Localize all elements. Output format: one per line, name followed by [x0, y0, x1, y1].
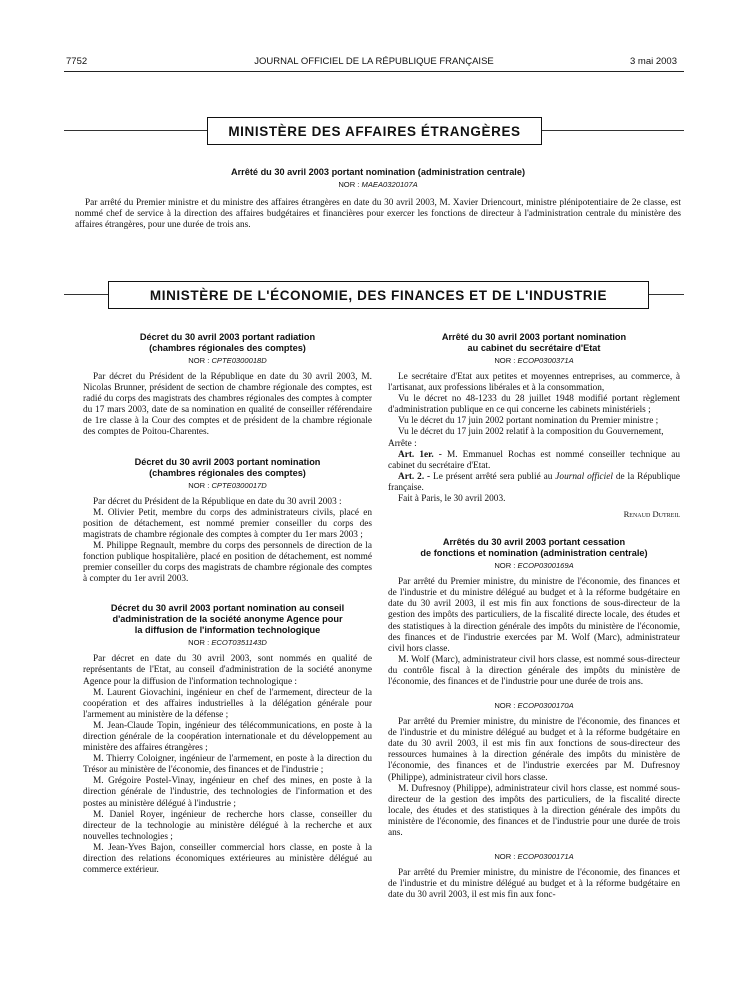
article-title: Décret du 30 avril 2003 portant radiation [139, 332, 316, 342]
article-title: Arrêté du 30 avril 2003 portant nomination (administration centrale) [230, 167, 526, 177]
article-cessation-nomination [388, 537, 680, 901]
paragraph: Par décret du Président de la République en date du 30 avril 2003 : [93, 496, 342, 507]
foreign-affairs-article [75, 167, 681, 231]
paragraph: M. Dufresnoy (Philippe), administrateur civil hors classe, est nommé sous-directeur de la gestion des impôts des particuliers, de la fiscalité directe locale, des études et des statistiques à la direction générale des impôts du ministère de l'économie, des finances et de l'industrie pour une durée de trois ans. [388, 783, 680, 838]
article-title: Décret du 30 avril 2003 portant nomination au conseil [110, 603, 345, 614]
paragraph: Par arrêté du Premier ministre, du ministre de l'économie, des finances et de l'industrie et du ministre délégué au budget et à la réforme budgétaire en date du 30 avril 2003, il est mis fin aux fonctions de sous-directeur des ressources humaines à la direction générale des impôts du ministère de l'économie, des finances et de l'industrie exercées par M. Dufresnoy (Philippe), administrateur civil hors classe. [388, 717, 680, 783]
ministry-heading-economy: MINISTÈRE DE L'ÉCONOMIE, DES FINANCES ET DE L'INDUSTRIE [108, 281, 649, 309]
article-title: au cabinet du secrétaire d'Etat [467, 343, 601, 353]
nor-reference: NOR : ECOP0300169A [494, 561, 574, 571]
nor-reference: NOR : MAEA0320107A [338, 180, 418, 189]
article-1: Art. 1er. - M. Emmanuel Rochas est nommé conseiller technique au cabinet du secrétaire d'Etat. [388, 449, 680, 471]
nor-reference: NOR : ECOP0300371A [494, 356, 574, 365]
issue-date: 3 mai 2003 [629, 56, 677, 67]
nor-reference: NOR : ECOP0300170A [494, 701, 574, 711]
journal-title: JOURNAL OFFICIEL DE LA RÉPUBLIQUE FRANÇAISE [254, 56, 494, 67]
paragraph: M. Jean-Claude Topin, ingénieur des télécommunications, en poste à la direction générale de la coopération internationale et du développement au ministère des affaires étrangères ; [83, 720, 372, 754]
paragraph: Vu le décret no 48-1233 du 28 juillet 1948 modifié portant règlement d'administration publique en ce qui concerne les cabinets ministériels ; [388, 394, 680, 416]
paragraph: Vu le décret du 17 juin 2002 relatif à la composition du Gouvernement, [398, 427, 664, 438]
article-title: (chambres régionales des comptes) [149, 343, 306, 353]
nor-reference: NOR : CPTE0300018D [188, 356, 267, 365]
paragraph: Par décret en date du 30 avril 2003, sont nommés en qualité de représentants de l'Etat, au conseil d'administration de la société anonyme Agence pour la diffusion de l'information technologique : [83, 654, 372, 687]
paragraph: M. Laurent Giovachini, ingénieur en chef de l'armement, directeur de la coopération et des affaires industrielles à la délégation générale pour l'armement au ministère de la défense ; [83, 687, 372, 720]
paragraph: Par arrêté du Premier ministre, du ministre de l'économie, des finances et de l'industrie et du ministre délégué au budget et à la réforme budgétaire en date du 30 avril 2003, il est mis fin aux fonc- [388, 868, 680, 901]
article-title: Arrêtés du 30 avril 2003 portant cessation [442, 537, 626, 548]
article-body: Par arrêté du Premier ministre et du ministre des affaires étrangères en date du 30 avril 2003, M. Xavier Driencourt, ministre plénipotentiaire de 2e classe, est nommé chef de service à la direction des affaires budgétaires et financières pour exercer les fonctions de directeur à l'administration centrale du ministère des affaires étrangères, pour une durée de trois ans. [75, 198, 681, 231]
nor-reference: NOR : ECOT0351143D [188, 638, 267, 648]
header-rule [64, 71, 684, 72]
article-title: la diffusion de l'information technologique [134, 625, 321, 636]
paragraph: Le secrétaire d'Etat aux petites et moyennes entreprises, au commerce, à l'artisanat, aux professions libérales et à la consommation, [388, 372, 680, 394]
paragraph: Vu le décret du 17 juin 2002 portant nomination du Premier ministre ; [398, 416, 659, 427]
article-nomination-chambres [83, 457, 372, 586]
article-title: (chambres régionales des comptes) [149, 467, 306, 478]
paragraph: M. Grégoire Postel-Vinay, ingénieur en chef des mines, en poste à la direction générale de l'industrie, des technologies de l'information et des postes au ministère délégué à l'industrie ; [83, 776, 372, 809]
arrete-heading: Arrête : [388, 438, 417, 449]
article-radiation [83, 332, 372, 439]
article-nomination-agence [83, 603, 372, 876]
right-column [388, 332, 680, 901]
ministry-heading-foreign-affairs: MINISTÈRE DES AFFAIRES ÉTRANGÈRES [207, 117, 542, 145]
paragraph: Fait à Paris, le 30 avril 2003. [398, 494, 506, 505]
article-nomination-cabinet [388, 332, 680, 519]
paragraph: M. Philippe Regnault, membre du corps des personnels de direction de la fonction publique hospitalière, placé en position de détachement, est nommé premier conseiller du corps des magistrats de chambre régionale des comptes à compter du 1er avril 2003. [83, 540, 372, 585]
paragraph: M. Olivier Petit, membre du corps des administrateurs civils, placé en position de détachement, est nommé premier conseiller du corps des magistrats de chambre régionale des comptes à compter du 1er mars 2003 ; [83, 507, 372, 540]
paragraph: M. Thierry Coloigner, ingénieur de l'armement, en poste à la direction du Trésor au ministère de l'économie, des finances et de l'industrie ; [83, 754, 372, 776]
article-title: de fonctions et nomination (administration centrale) [420, 548, 648, 559]
paragraph: M. Jean-Yves Bajon, conseiller commercial hors classe, en poste à la direction des relations économiques extérieures au ministère délégué au commerce extérieur. [83, 842, 372, 876]
page-header [0, 56, 748, 70]
paragraph: M. Wolf (Marc), administrateur civil hors classe, est nommé sous-directeur du contrôle fiscal à la direction générale des impôts du ministère de l'économie, des finances et de l'industrie pour une durée de trois ans. [388, 654, 680, 687]
nor-reference: NOR : CPTE0300017D [188, 480, 267, 490]
article-2: Art. 2. - Le présent arrêté sera publié au Journal officiel de la République française. [388, 471, 681, 493]
article-title: d'administration de la société anonyme Agence pour [112, 614, 343, 625]
article-title: Arrêté du 30 avril 2003 portant nomination [441, 332, 627, 342]
signature: Renaud Dutreil [623, 509, 680, 520]
nor-reference: NOR : ECOP0300171A [494, 852, 574, 862]
page-number: 7752 [66, 56, 88, 67]
paragraph: Par arrêté du Premier ministre, du ministre de l'économie, des finances et de l'industrie et du ministre délégué au budget et à la réforme budgétaire en date du 30 avril 2003, il est mis fin aux fonctions de sous-directeur de la gestion des impôts des particuliers, de la fiscalité directe locale, des études et des statistiques à la direction générale des impôts du ministère de l'économie, des finances et de l'industrie exercées par M. Wolf (Marc), administrateur civil hors classe. [388, 577, 680, 654]
paragraph: M. Daniel Royer, ingénieur de recherche hors classe, conseiller du directeur de la technologie au ministère délégué à la recherche et aux nouvelles technologies ; [83, 809, 372, 842]
paragraph: Par décret du Président de la République en date du 30 avril 2003, M. Nicolas Brunner, président de section de chambre régionale des comptes, est radié du corps des magistrats des chambres régionales des comptes à compter du 17 mars 2003, date de sa nomination en qualité de conseiller référendaire de 1re classe à la Cour des comptes et de président de la chambre régionale des comptes de Poitou-Charentes. [83, 372, 372, 438]
left-column [83, 332, 372, 876]
article-title: Décret du 30 avril 2003 portant nomination [134, 456, 321, 467]
